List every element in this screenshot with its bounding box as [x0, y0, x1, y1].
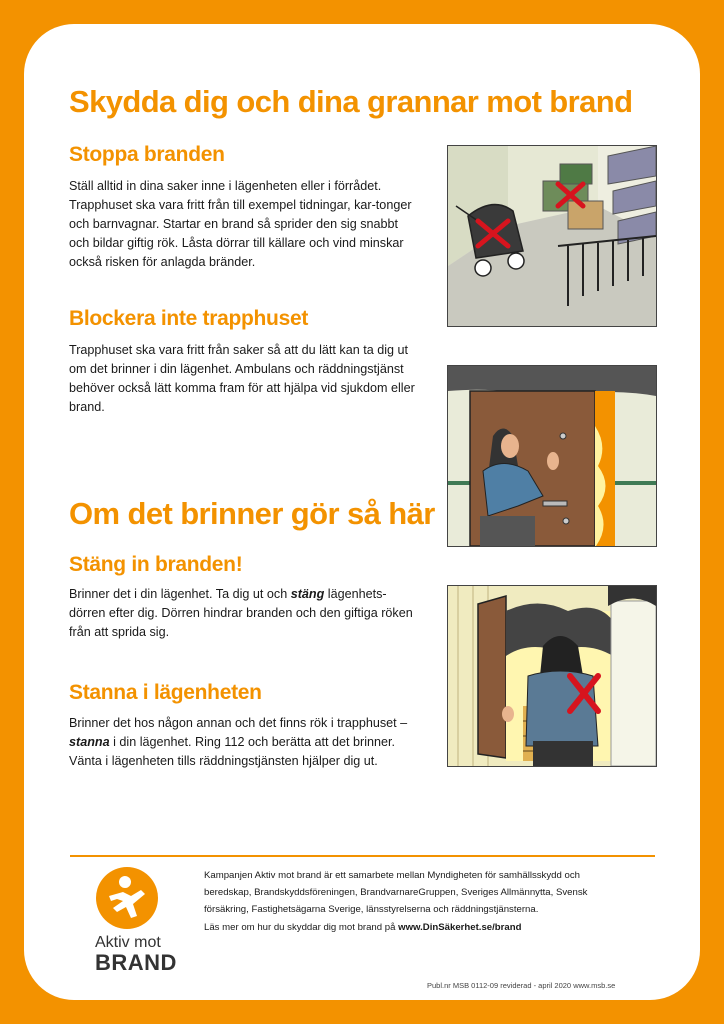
heading-blockera-trapphuset: Blockera inte trapphuset	[69, 307, 309, 330]
logo-line1: Aktiv mot	[95, 934, 161, 951]
read-more-text: Läs mer om hur du skyddar dig mot brand på	[204, 922, 399, 933]
logo-line2: BRAND	[95, 950, 177, 975]
footer-divider	[70, 855, 655, 857]
campaign-text: Kampanjen Aktiv mot brand är ett samarbete mellan Myndigheten för samhällsskydd och beredskap, Brandskyddsföreningen, BrandvarnareGruppen, Sveriges Allmännytta, Svensk försäkring, Fastighetsägarna Sverige, länsstyrelserna och räddningstjänsterna.	[204, 870, 588, 915]
illustration-stairwell-clutter	[447, 145, 657, 327]
read-more-link[interactable]: www.DinSäkerhet.se/brand	[398, 922, 522, 933]
text-stang-in-branden: Brinner det i din lägenhet. Ta dig ut och stäng lägenhets-dörren efter dig. Dörren hindrar branden och den giftiga röken från att sprida sig.	[69, 587, 413, 639]
subtitle-om-det-brinner: Om det brinner gör så här	[69, 496, 435, 531]
running-figure-logo-icon	[95, 866, 159, 930]
publication-info: Publ.nr MSB 0112-09 reviderad - april 2020 www.msb.se	[427, 981, 616, 990]
text-blockera-trapphuset: Trapphuset ska vara fritt från saker så att du lätt kan ta dig ut om det brinner i din lägenhet. Ambulans och räddningstjänst behöver också lätt komma fram för att hjälpa vid sjukdom eller brand.	[69, 343, 415, 414]
page-title: Skydda dig och dina grannar mot brand	[69, 84, 633, 119]
illustration-stay-inside	[447, 585, 657, 767]
heading-stanna-i-lagenheten: Stanna i lägenheten	[69, 681, 262, 704]
read-more	[204, 922, 624, 933]
heading-stang-in-branden: Stäng in branden!	[69, 553, 243, 576]
illustration-close-door	[447, 365, 657, 547]
text-stanna-i-lagenheten: Brinner det hos någon annan och det finns rök i trapphuset – stanna i din lägenhet. Ring 112 och berätta att det brinner. Vänta i lägenheten tills räddningstjänsten hjälper dig ut.	[69, 716, 408, 768]
heading-stoppa-branden: Stoppa branden	[69, 143, 225, 166]
aktiv-mot-brand-logo	[80, 866, 190, 978]
text-stoppa-branden: Ställ alltid in dina saker inne i lägenheten eller i förrådet. Trapphuset ska vara fritt från till exempel tidningar, kar-tonger och barnvagnar. Startar en brand så sprider den sig snabbt och bildar giftig rök. Låsta dörrar till källare och vind minskar också risken för anlagda bränder.	[69, 179, 412, 269]
